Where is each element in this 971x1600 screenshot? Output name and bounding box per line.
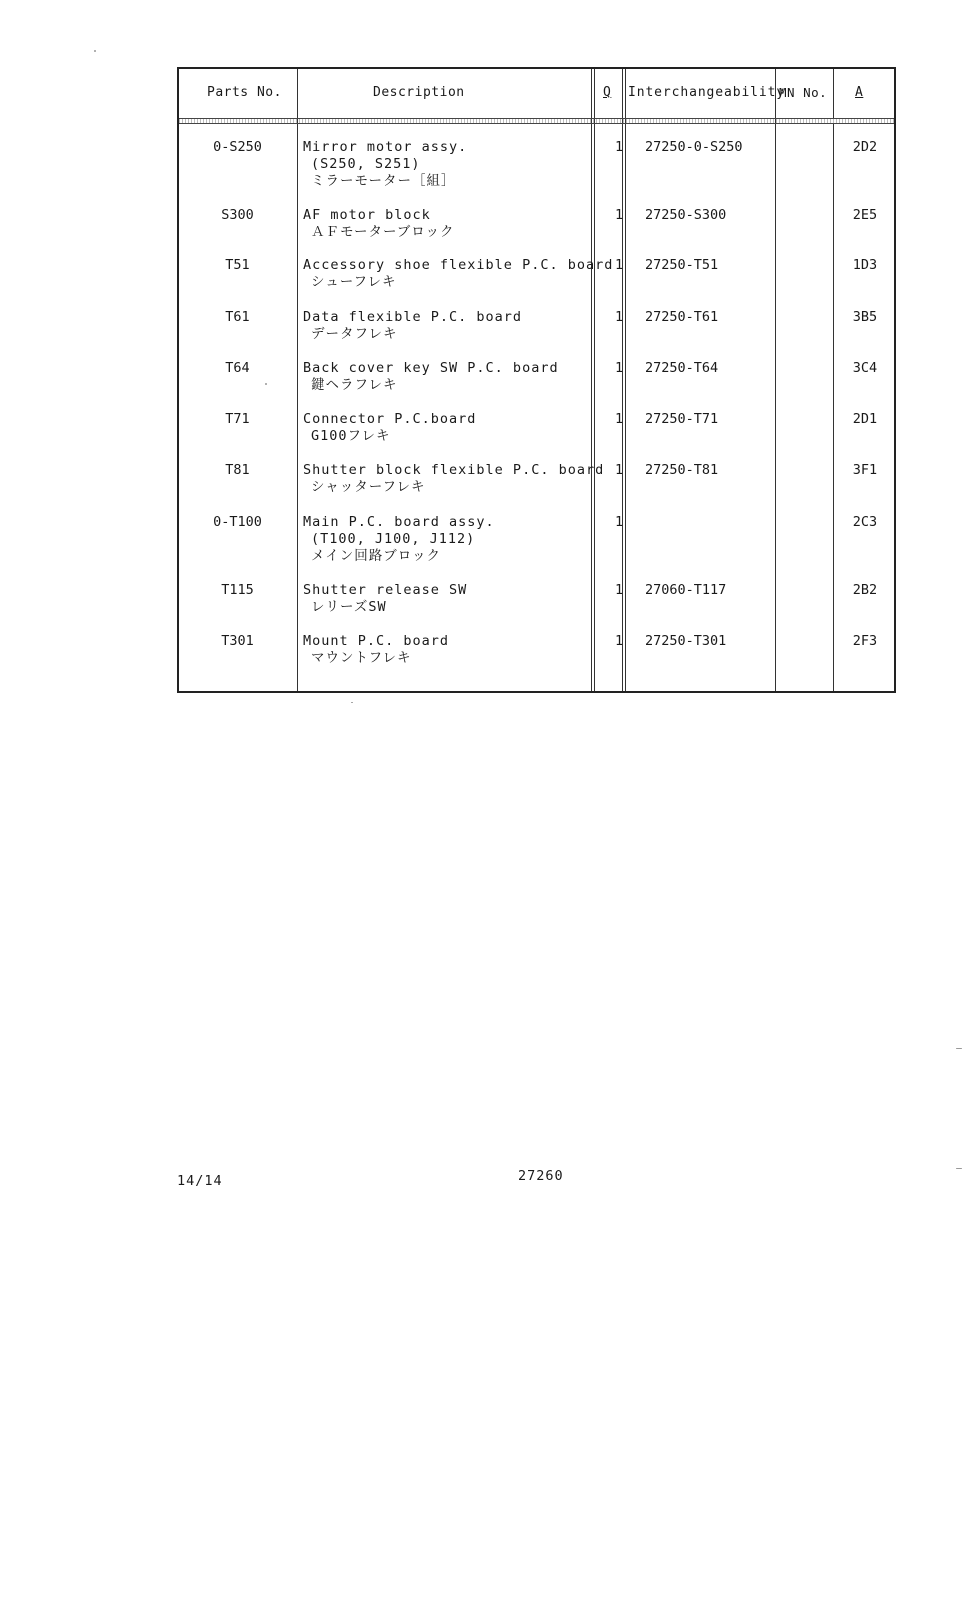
quantity: 1 bbox=[615, 309, 624, 325]
description-detail: メイン回路ブロック bbox=[311, 548, 441, 564]
description bbox=[303, 309, 522, 343]
description-english: AF motor block bbox=[303, 207, 431, 223]
description-detail: レリーズSW bbox=[311, 599, 387, 615]
header-mn-no: MN No. bbox=[779, 85, 828, 100]
description-detail: (S250, S251) bbox=[311, 156, 421, 172]
part-number: T81 bbox=[225, 462, 250, 478]
area-code: 3F1 bbox=[852, 462, 878, 478]
column-divider bbox=[833, 69, 834, 691]
description-english: Mount P.C. board bbox=[303, 633, 450, 649]
part-number: T64 bbox=[225, 360, 250, 376]
description-english: Mirror motor assy. bbox=[303, 139, 468, 155]
description bbox=[303, 360, 559, 394]
quantity: 1 bbox=[615, 462, 624, 478]
description-english: Shutter block flexible P.C. board bbox=[303, 462, 605, 478]
interchangeability-code: 27250-T81 bbox=[645, 462, 719, 478]
interchangeability-code: 27250-S300 bbox=[645, 207, 727, 223]
part-number: 0-T100 bbox=[213, 514, 262, 530]
quantity: 1 bbox=[615, 633, 624, 649]
part-number: T301 bbox=[221, 633, 254, 649]
description-detail: シャッターフレキ bbox=[311, 479, 426, 495]
area-code: 2D2 bbox=[852, 139, 878, 155]
interchangeability-code: 27250-T61 bbox=[645, 309, 719, 325]
interchangeability-code: 27250-T71 bbox=[645, 411, 719, 427]
description-detail: 鍵ヘラフレキ bbox=[311, 377, 398, 393]
area-code: 2C3 bbox=[852, 514, 878, 530]
quantity: 1 bbox=[615, 360, 624, 376]
area-code: 2B2 bbox=[852, 582, 878, 598]
part-number: T71 bbox=[225, 411, 250, 427]
description bbox=[303, 633, 449, 667]
interchangeability-code: 27250-T64 bbox=[645, 360, 719, 376]
description-english: Back cover key SW P.C. board bbox=[303, 360, 559, 376]
description bbox=[303, 207, 455, 241]
description bbox=[303, 514, 495, 565]
description-detail: ＡＦモーターブロック bbox=[311, 224, 455, 240]
area-code: 2D1 bbox=[852, 411, 878, 427]
area-code: 1D3 bbox=[852, 257, 878, 273]
description bbox=[303, 139, 467, 190]
area-code: 2E5 bbox=[852, 207, 878, 223]
description bbox=[303, 411, 476, 445]
scan-speck bbox=[351, 702, 353, 703]
description-detail: データフレキ bbox=[311, 326, 398, 342]
description-detail: G100フレキ bbox=[311, 428, 391, 444]
description-english: Accessory shoe flexible P.C. board bbox=[303, 257, 614, 273]
part-number: T61 bbox=[225, 309, 250, 325]
interchangeability-code: 27250-0-S250 bbox=[645, 139, 743, 155]
area-code: 3B5 bbox=[852, 309, 878, 325]
part-number: T51 bbox=[225, 257, 250, 273]
interchangeability-code: 27250-T51 bbox=[645, 257, 719, 273]
quantity: 1 bbox=[615, 514, 624, 530]
page-number: 14/14 bbox=[177, 1173, 223, 1189]
part-number: T115 bbox=[221, 582, 254, 598]
column-divider bbox=[775, 69, 776, 691]
scan-speck bbox=[265, 383, 267, 385]
column-divider bbox=[591, 69, 595, 691]
header-qty: Q bbox=[603, 85, 612, 100]
description-detail: マウントフレキ bbox=[311, 650, 412, 666]
description-english: Main P.C. board assy. bbox=[303, 514, 495, 530]
quantity: 1 bbox=[615, 139, 624, 155]
scan-speck bbox=[94, 50, 96, 52]
description-english: Connector P.C.board bbox=[303, 411, 477, 427]
header-parts-no: Parts No. bbox=[207, 85, 282, 100]
header-area: A bbox=[855, 85, 864, 100]
part-number: 0-S250 bbox=[213, 139, 262, 155]
description bbox=[303, 257, 613, 291]
area-code: 2F3 bbox=[852, 633, 878, 649]
header-description: Description bbox=[373, 85, 465, 100]
interchangeability-code: 27060-T117 bbox=[645, 582, 727, 598]
description-english: Shutter release SW bbox=[303, 582, 468, 598]
header-separator bbox=[179, 118, 894, 124]
quantity: 1 bbox=[615, 257, 624, 273]
part-number: S300 bbox=[221, 207, 254, 223]
parts-table bbox=[177, 67, 896, 693]
column-divider bbox=[297, 69, 298, 691]
description-detail: ミラーモーター［組］ bbox=[311, 173, 456, 189]
quantity: 1 bbox=[615, 582, 624, 598]
quantity: 1 bbox=[615, 207, 624, 223]
description-detail: シューフレキ bbox=[311, 274, 397, 290]
area-code: 3C4 bbox=[852, 360, 878, 376]
description-english: Data flexible P.C. board bbox=[303, 309, 523, 325]
scan-speck bbox=[956, 1048, 962, 1049]
description-detail: (T100, J100, J112) bbox=[311, 531, 476, 547]
description bbox=[303, 462, 604, 496]
description bbox=[303, 582, 467, 616]
scan-speck bbox=[956, 1168, 962, 1169]
interchangeability-code: 27250-T301 bbox=[645, 633, 727, 649]
document-number: 27260 bbox=[518, 1168, 564, 1184]
header-interchangeability: Interchangeability bbox=[628, 85, 786, 100]
quantity: 1 bbox=[615, 411, 624, 427]
